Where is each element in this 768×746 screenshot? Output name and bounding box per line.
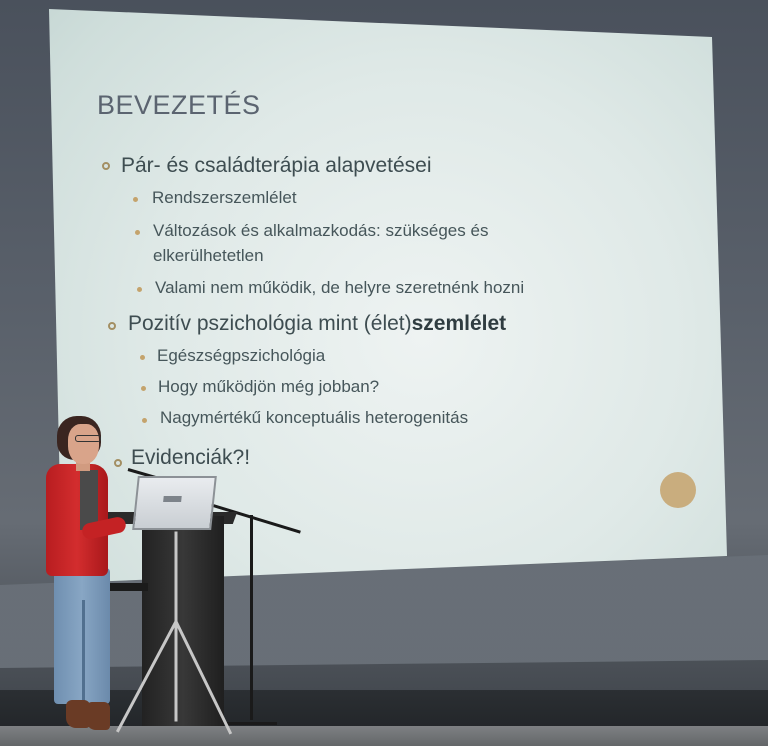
bullet-dot-icon — [141, 386, 146, 391]
podium-shelf — [108, 583, 148, 591]
boot-right — [86, 702, 110, 730]
subitem-2-1: Egészségpszichológia — [157, 346, 326, 365]
laptop-screen-icon — [163, 496, 182, 502]
subitem-2-2: Hogy működjön még jobban? — [158, 377, 380, 396]
bullet-circle-icon — [108, 322, 116, 330]
slide-title: BEVEZETÉS — [97, 90, 261, 120]
item-1: Pár- és családterápia alapvetései — [121, 154, 432, 177]
subitem-1-2-cont: elkerülhetetlen — [153, 246, 264, 265]
laptop — [132, 476, 217, 530]
bullet-dot-icon — [135, 230, 140, 235]
microphone-stand — [250, 515, 253, 720]
item-2 — [128, 312, 506, 336]
glasses-icon — [75, 435, 101, 442]
bullet-dot-icon — [133, 197, 138, 202]
bullet-dot-icon — [140, 355, 145, 360]
item-3: Evidenciák?! — [131, 446, 251, 469]
bullet-circle-icon — [114, 459, 122, 467]
subitem-1-1: Rendszerszemlélet — [152, 188, 297, 207]
bullet-dot-icon — [142, 418, 147, 423]
subitem-1-2: Változások és alkalmazkodás: szükséges és — [153, 221, 489, 240]
bullet-dot-icon — [137, 287, 142, 292]
subitem-1-3: Valami nem működik, de helyre szeretnénk hozni — [155, 278, 525, 297]
item-2-plain: Pozitív pszichológia mint (élet) — [128, 312, 412, 335]
speaker-leg-gap — [82, 600, 85, 704]
slide-decoration-dot — [660, 472, 696, 508]
microphone-stand-base — [225, 722, 277, 725]
speaker-face — [68, 424, 99, 464]
item-2-bold: szemlélet — [411, 312, 507, 335]
subitem-2-3: Nagymértékű konceptuális heterogenitás — [160, 408, 469, 427]
bullet-circle-icon — [102, 162, 110, 170]
stage-edge — [0, 726, 768, 746]
